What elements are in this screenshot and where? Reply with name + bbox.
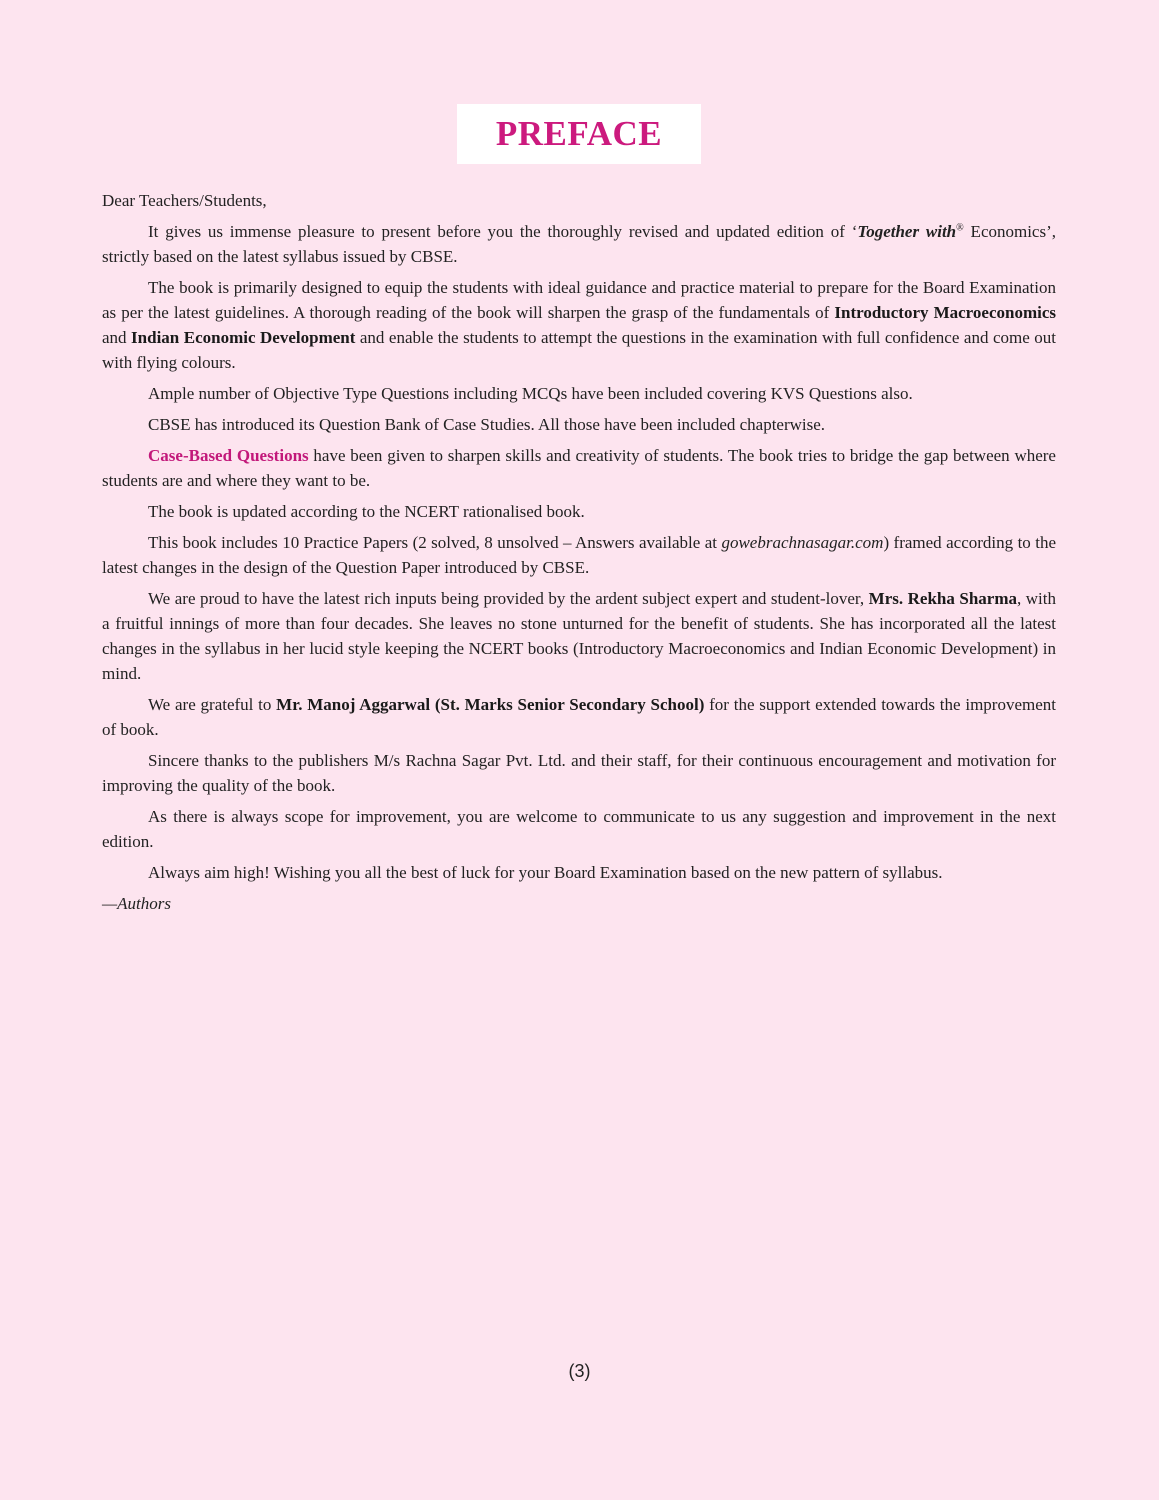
p5-text-after: have been given to sharpen skills and creativity of students. The book tries to bridge the gap between where students are and where they want to be. bbox=[102, 445, 1056, 490]
paragraph-10: Sincere thanks to the publishers M/s Rachna Sagar Pvt. Ltd. and their staff, for their continuous encouragement and motivation for improving the quality of the book. bbox=[102, 751, 1056, 796]
paragraph-3: Ample number of Objective Type Questions including MCQs have been included covering KVS Questions also. bbox=[148, 384, 913, 404]
bold-introductory-macroeconomics: Introductory Macroeconomics bbox=[834, 303, 1057, 322]
p1-text-after: Economics’, strictly based on the latest syllabus issued by CBSE. bbox=[102, 221, 1057, 266]
paragraph-5 bbox=[102, 443, 1056, 493]
paragraph-1 bbox=[102, 219, 1056, 269]
paragraph-2 bbox=[102, 275, 1056, 376]
paragraph-4: CBSE has introduced its Question Bank of Case Studies. All those have been included chapterwise. bbox=[148, 415, 826, 434]
website-url: gowebrachnasagar.com bbox=[721, 532, 884, 552]
page-number: (3) bbox=[568, 1361, 591, 1381]
paragraph-12: Always aim high! Wishing you all the best of luck for your Board Examination based on the new pattern of syllabus. bbox=[148, 863, 943, 882]
bold-indian-economic-development: Indian Economic Development bbox=[131, 328, 356, 348]
bold-manoj-aggarwal: Mr. Manoj Aggarwal (St. Marks Senior Secondary School) bbox=[276, 695, 705, 714]
case-based-questions-highlight: Case-Based Questions bbox=[148, 445, 309, 465]
p7-text-before: This book includes 10 Practice Papers (2 solved, 8 unsolved – Answers available at bbox=[148, 532, 722, 552]
paragraph-8 bbox=[102, 586, 1056, 687]
p2-text-before: The book is primarily designed to equip the students with ideal guidance and practice material to prepare for the Board Examination as per the latest guidelines. A thorough reading of the book will sharpen the grasp of the fundamentals of bbox=[102, 277, 1056, 322]
together-with-brand: Together with bbox=[857, 221, 957, 241]
page-title: PREFACE bbox=[495, 114, 663, 153]
preface-body bbox=[102, 188, 1056, 922]
bold-rekha-sharma: Mrs. Rekha Sharma bbox=[868, 588, 1017, 608]
authors-signature: —Authors bbox=[102, 893, 171, 913]
p9-text-before: We are grateful to bbox=[148, 695, 277, 714]
paragraph-11: As there is always scope for improvement, you are welcome to communicate to us any suggestion and improvement in the next edition. bbox=[102, 807, 1056, 852]
registered-mark: ® bbox=[956, 222, 964, 234]
p1-open-quote: ‘ bbox=[851, 221, 858, 241]
p1-text-before: It gives us immense pleasure to present before you the thoroughly revised and updated edition of bbox=[148, 221, 852, 241]
paragraph-7 bbox=[102, 530, 1056, 580]
paragraph-6: The book is updated according to the NCERT rationalised book. bbox=[148, 501, 585, 521]
p8-text-before: We are proud to have the latest rich inputs being provided by the ardent subject expert and student-lover, bbox=[148, 588, 869, 608]
salutation: Dear Teachers/Students, bbox=[102, 191, 267, 210]
title-box bbox=[457, 104, 701, 164]
p9-text-after: for the support extended towards the improvement of book. bbox=[102, 695, 1056, 740]
p7-text-after: ) framed according to the latest changes in the design of the Question Paper introduced by CBSE. bbox=[102, 532, 1057, 577]
p2-text-after: and enable the students to attempt the questions in the examination with full confidence and come out with flying colours. bbox=[102, 328, 1056, 373]
paragraph-9 bbox=[102, 692, 1056, 742]
p8-text-after: , with a fruitful innings of more than four decades. She leaves no stone unturned for the benefit of students. She has incorporated all the latest changes in the syllabus in her lucid style keeping the NCERT books (Introductory Macroeconomics and Indian Economic Development) in mind. bbox=[102, 588, 1056, 684]
p2-text-mid: and bbox=[102, 328, 132, 348]
